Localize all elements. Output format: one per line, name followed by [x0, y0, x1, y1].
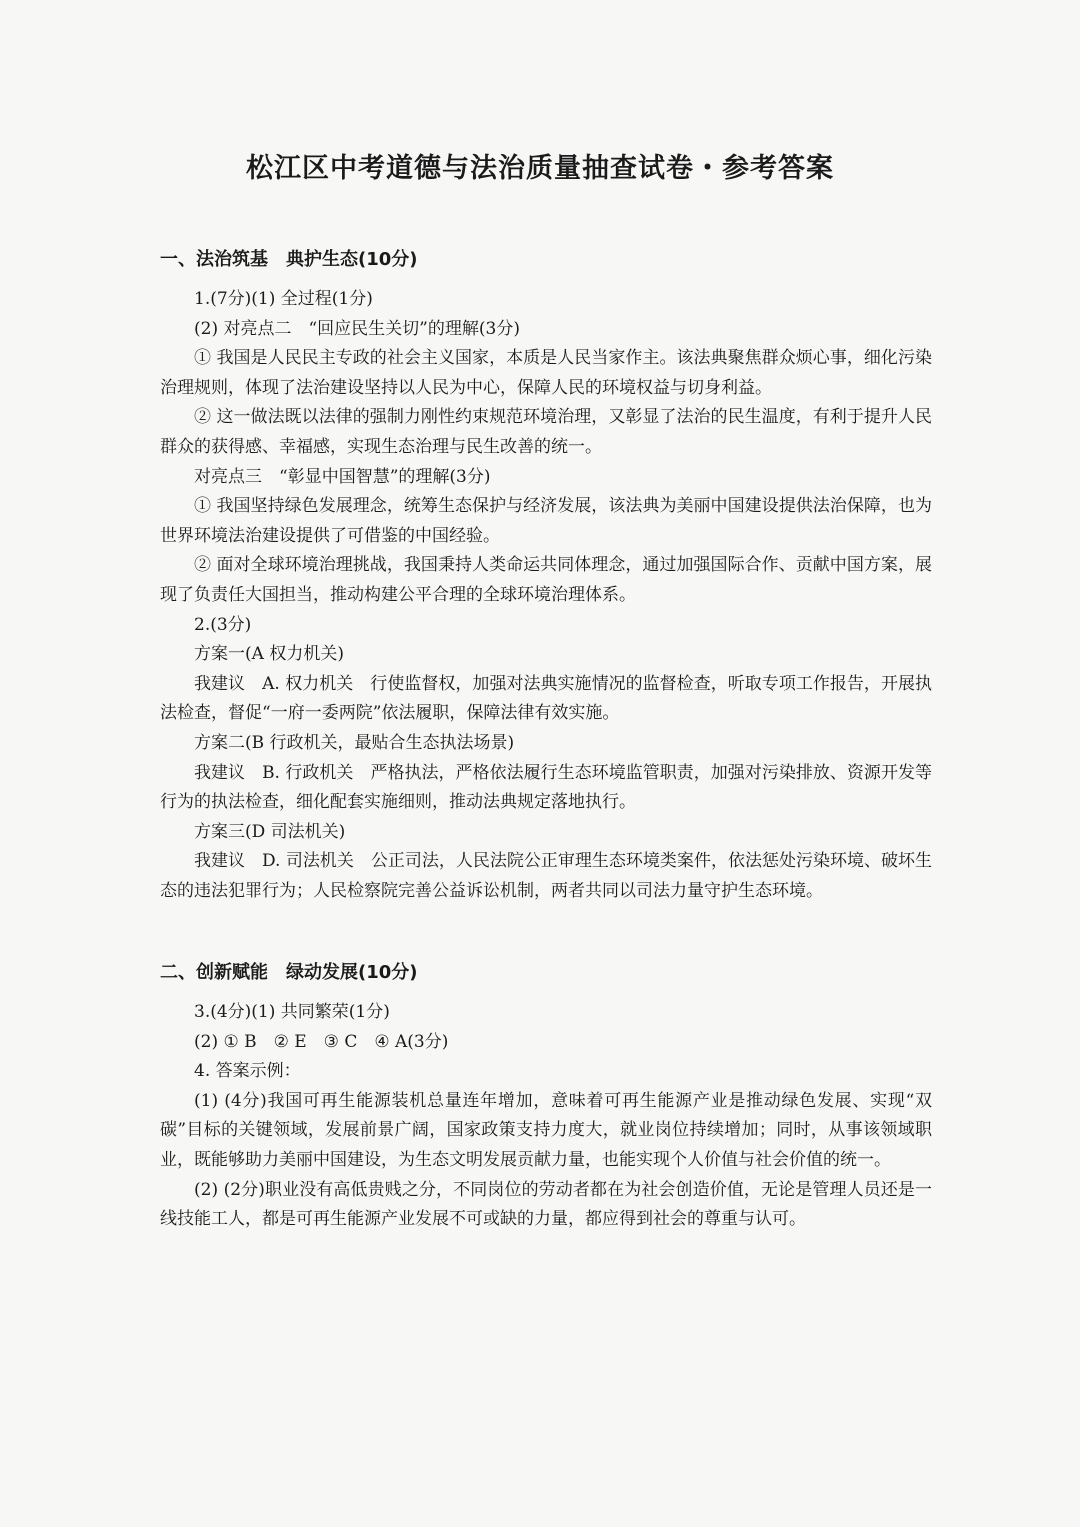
answer-paragraph: ① 我国是人民民主专政的社会主义国家，本质是人民当家作主。该法典聚焦群众烦心事，细化污染治理规则，体现了法治建设坚持以人民为中心，保障人民的环境权益与切身利益。 — [160, 348, 932, 398]
answer-paragraph: 方案二(B 行政机关，最贴合生态执法场景) — [194, 732, 515, 753]
answer-paragraph: ② 面对全球环境治理挑战，我国秉持人类命运共同体理念，通过加强国际合作、贡献中国方案，展现了负责任大国担当，推动构建公平合理的全球环境治理体系。 — [160, 555, 932, 605]
answer-paragraph: 1.(7分)(1) 全过程(1分) — [194, 289, 373, 309]
answer-paragraph: 我建议 B. 行政机关 严格执法，严格依法履行生态环境监管职责，加强对污染排放、资源开发等行为的执法检查，细化配套实施细则，推动法典规定落地执行。 — [160, 762, 932, 813]
section-heading-2: 二、创新赋能 绿动发展(10分) — [160, 962, 418, 983]
answer-paragraph: 方案三(D 司法机关) — [194, 821, 346, 842]
answer-paragraph: ② 这一做法既以法律的强制力刚性约束规范环境治理，又彰显了法治的民生温度，有利于提升人民群众的获得感、幸福感，实现生态治理与民生改善的统一。 — [160, 407, 932, 457]
answer-paragraph: (2) (2分)职业没有高低贵贱之分，不同岗位的劳动者都在为社会创造价值，无论是管理人员还是一线技能工人，都是可再生能源产业发展不可或缺的力量，都应得到社会的尊重与认可。 — [160, 1179, 932, 1230]
answer-paragraph: 3.(4分)(1) 共同繁荣(1分) — [194, 1002, 390, 1022]
answer-paragraph: 2.(3分) — [194, 614, 252, 635]
section-heading-1: 一、法治筑基 典护生态(10分) — [160, 249, 418, 270]
answer-paragraph: ① 我国坚持绿色发展理念，统筹生态保护与经济发展，该法典为美丽中国建设提供法治保障，也为世界环境法治建设提供了可借鉴的中国经验。 — [160, 496, 932, 546]
answer-paragraph: (2) 对亮点二 “回应民生关切”的理解(3分) — [194, 318, 520, 339]
page-title: 松江区中考道德与法治质量抽查试卷・参考答案 — [246, 153, 834, 184]
answer-paragraph: 我建议 D. 司法机关 公正司法，人民法院公正审理生态环境类案件，依法惩处污染环境、破坏生态的违法犯罪行为；人民检察院完善公益诉讼机制，两者共同以司法力量守护生态环境。 — [160, 851, 932, 901]
answer-paragraph: (2) ① B ② E ③ C ④ A(3分) — [194, 1031, 449, 1052]
section-body-1 — [160, 285, 932, 906]
answer-paragraph: 对亮点三 “彰显中国智慧”的理解(3分) — [194, 466, 491, 487]
answer-paragraph: 4. 答案示例： — [194, 1061, 301, 1082]
answer-paragraph: (1) (4分)我国可再生能源装机总量连年增加，意味着可再生能源产业是推动绿色发展、实现“双碳”目标的关键领域，发展前景广阔，国家政策支持力度大，就业岗位持续增加；同时，从事该领域职业，既能够助力美丽中国建设，为生态文明发展贡献力量，也能实现个人价值与社会价值的统一。 — [160, 1090, 932, 1170]
section-body-2 — [160, 998, 932, 1235]
answer-paragraph: 我建议 A. 权力机关 行使监督权，加强对法典实施情况的监督检查，听取专项工作报告，开展执法检查，督促“一府一委两院”依法履职，保障法律有效实施。 — [160, 673, 932, 724]
answer-paragraph: 方案一(A 权力机关) — [194, 644, 344, 665]
